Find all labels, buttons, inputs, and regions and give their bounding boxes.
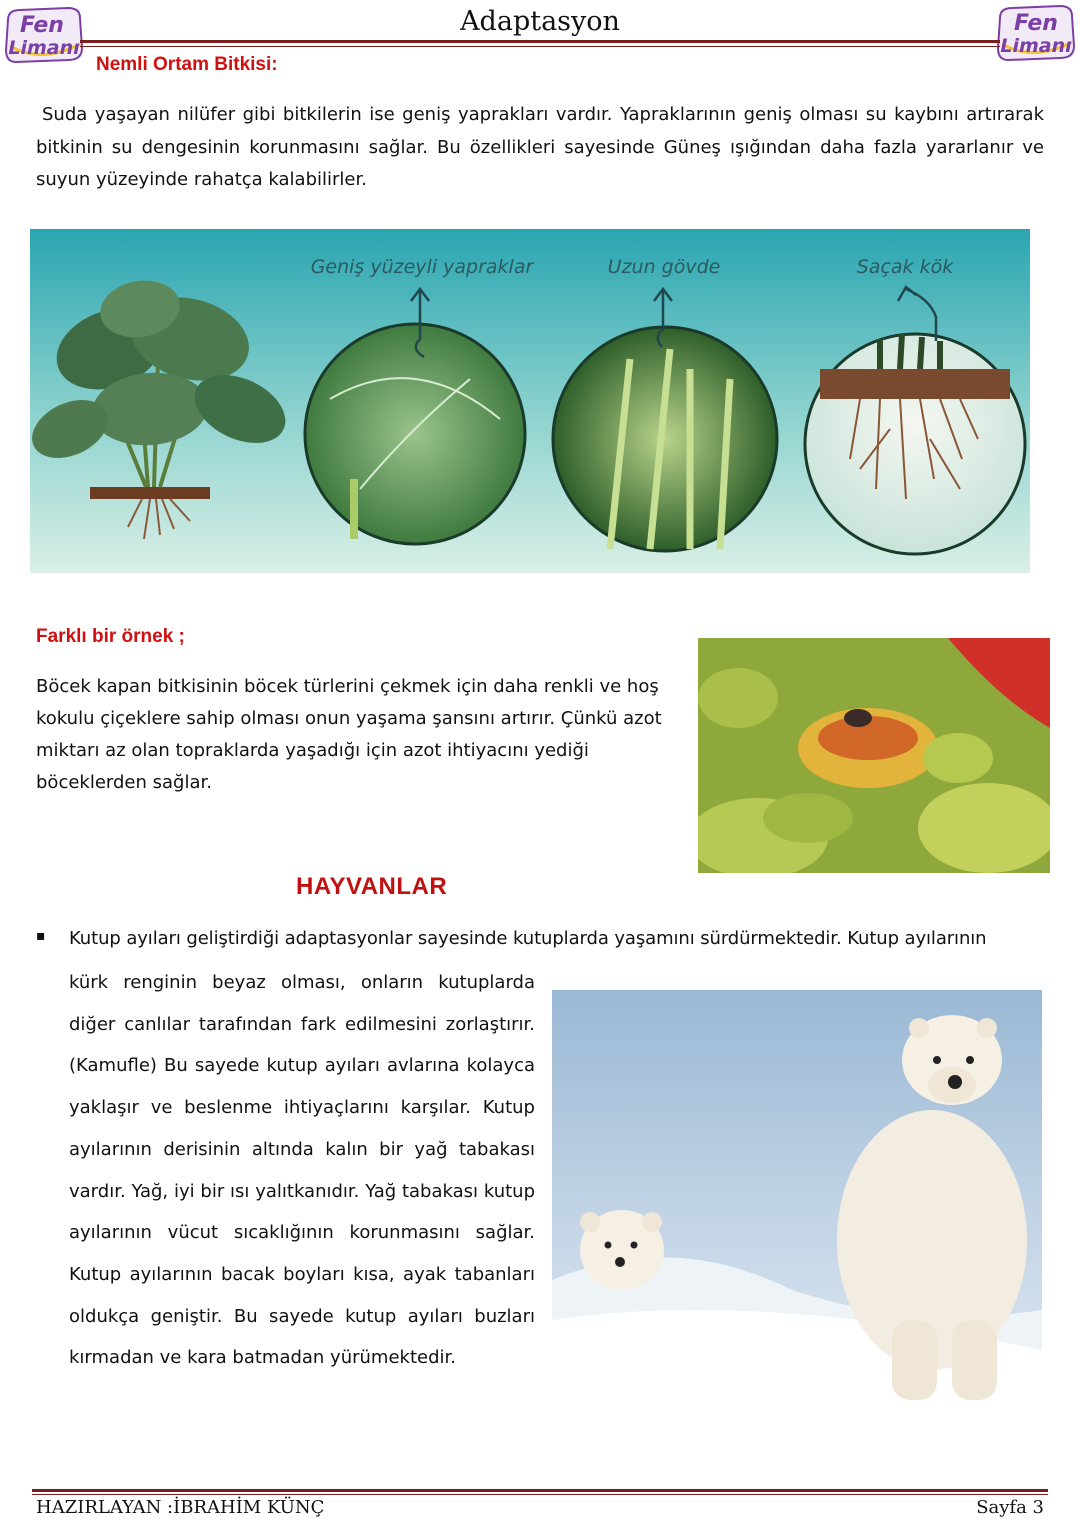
header-rule-thick — [80, 40, 1000, 43]
nemli-paragraph: Suda yaşayan nilüfer gibi bitkilerin ise geniş yaprakları vardır. Yapraklarının geniş olması su kaybını artırarak bitkinin su dengesinin korunmasını sağlar. Bu özellikleri sayesinde Güneş ışığından daha fazla yararlanır ve suyun yüzeyinde rahatça kalabilirler. — [36, 104, 1044, 190]
aquatic-plant-figure — [30, 229, 1030, 573]
label-leaves: Geniş yüzeyli yapraklar — [310, 256, 534, 278]
polar-bear-photo — [552, 990, 1042, 1460]
fen-limani-logo-right — [994, 2, 1078, 64]
svg-text:Limanı: Limanı — [1000, 35, 1072, 57]
leaf-closeup — [305, 324, 525, 544]
root-closeup — [805, 334, 1025, 554]
svg-text:Fen: Fen — [1014, 11, 1058, 36]
label-stem: Uzun gövde — [607, 256, 721, 278]
stem-closeup — [553, 327, 777, 551]
farkli-heading: Farklı bir örnek ; — [36, 626, 185, 647]
page-title: Adaptasyon — [460, 6, 620, 37]
svg-text:Limanı: Limanı — [8, 37, 80, 59]
bullet-marker: ▪ — [36, 928, 46, 944]
polar-bear-cub — [580, 1210, 664, 1290]
footer-author: HAZIRLAYAN :İBRAHİM KÜNÇ — [36, 1497, 325, 1518]
header-rule-thin — [80, 46, 1000, 47]
nemli-heading: Nemli Ortam Bitkisi: — [96, 54, 278, 75]
footer-page-number: Sayfa 3 — [976, 1497, 1044, 1518]
svg-text:Fen: Fen — [20, 13, 64, 38]
venus-flytrap-photo — [698, 638, 1050, 873]
footer-rule-thick — [32, 1489, 1048, 1492]
hayvanlar-heading: HAYVANLAR — [296, 873, 448, 900]
farkli-paragraph: Böcek kapan bitkisinin böcek türlerini çekmek için daha renkli ve hoş kokulu çiçeklere sahip olması onun yaşama şansını artırır. Çünkü azot miktarı az olan topraklarda yaşadığı için azot ihtiyacını yediği böceklerden sağlar. — [36, 676, 662, 793]
polar-bear-paragraph: kürk renginin beyaz olması, onların kutuplarda diğer canlılar tarafından fark edilmesini zorlaştırır.(Kamufle) Bu sayede kutup ayıları avlarına kolayca yaklaşır ve beslenme ihtiyaçlarını karşılar. Kutup ayılarının derisinin altında kalın bir yağ tabakası vardır. Yağ, iyi bir ısı yalıtkanıdır. Yağ tabakası kutup ayılarının vücut sıcaklığının korunmasını sağlar. Kutup ayılarının bacak boyları kısa, ayak tabanları oldukça geniştir. Bu sayede kutup ayıları buzları kırmadan ve kara batmadan yürümektedir. — [69, 972, 535, 1369]
polar-bear-first-line: Kutup ayıları geliştirdiği adaptasyonlar sayesinde kutuplarda yaşamını sürdürmektedir. Kutup ayılarının — [69, 928, 987, 949]
label-root: Saçak kök — [856, 256, 954, 278]
footer-rule-thin — [32, 1494, 1048, 1495]
